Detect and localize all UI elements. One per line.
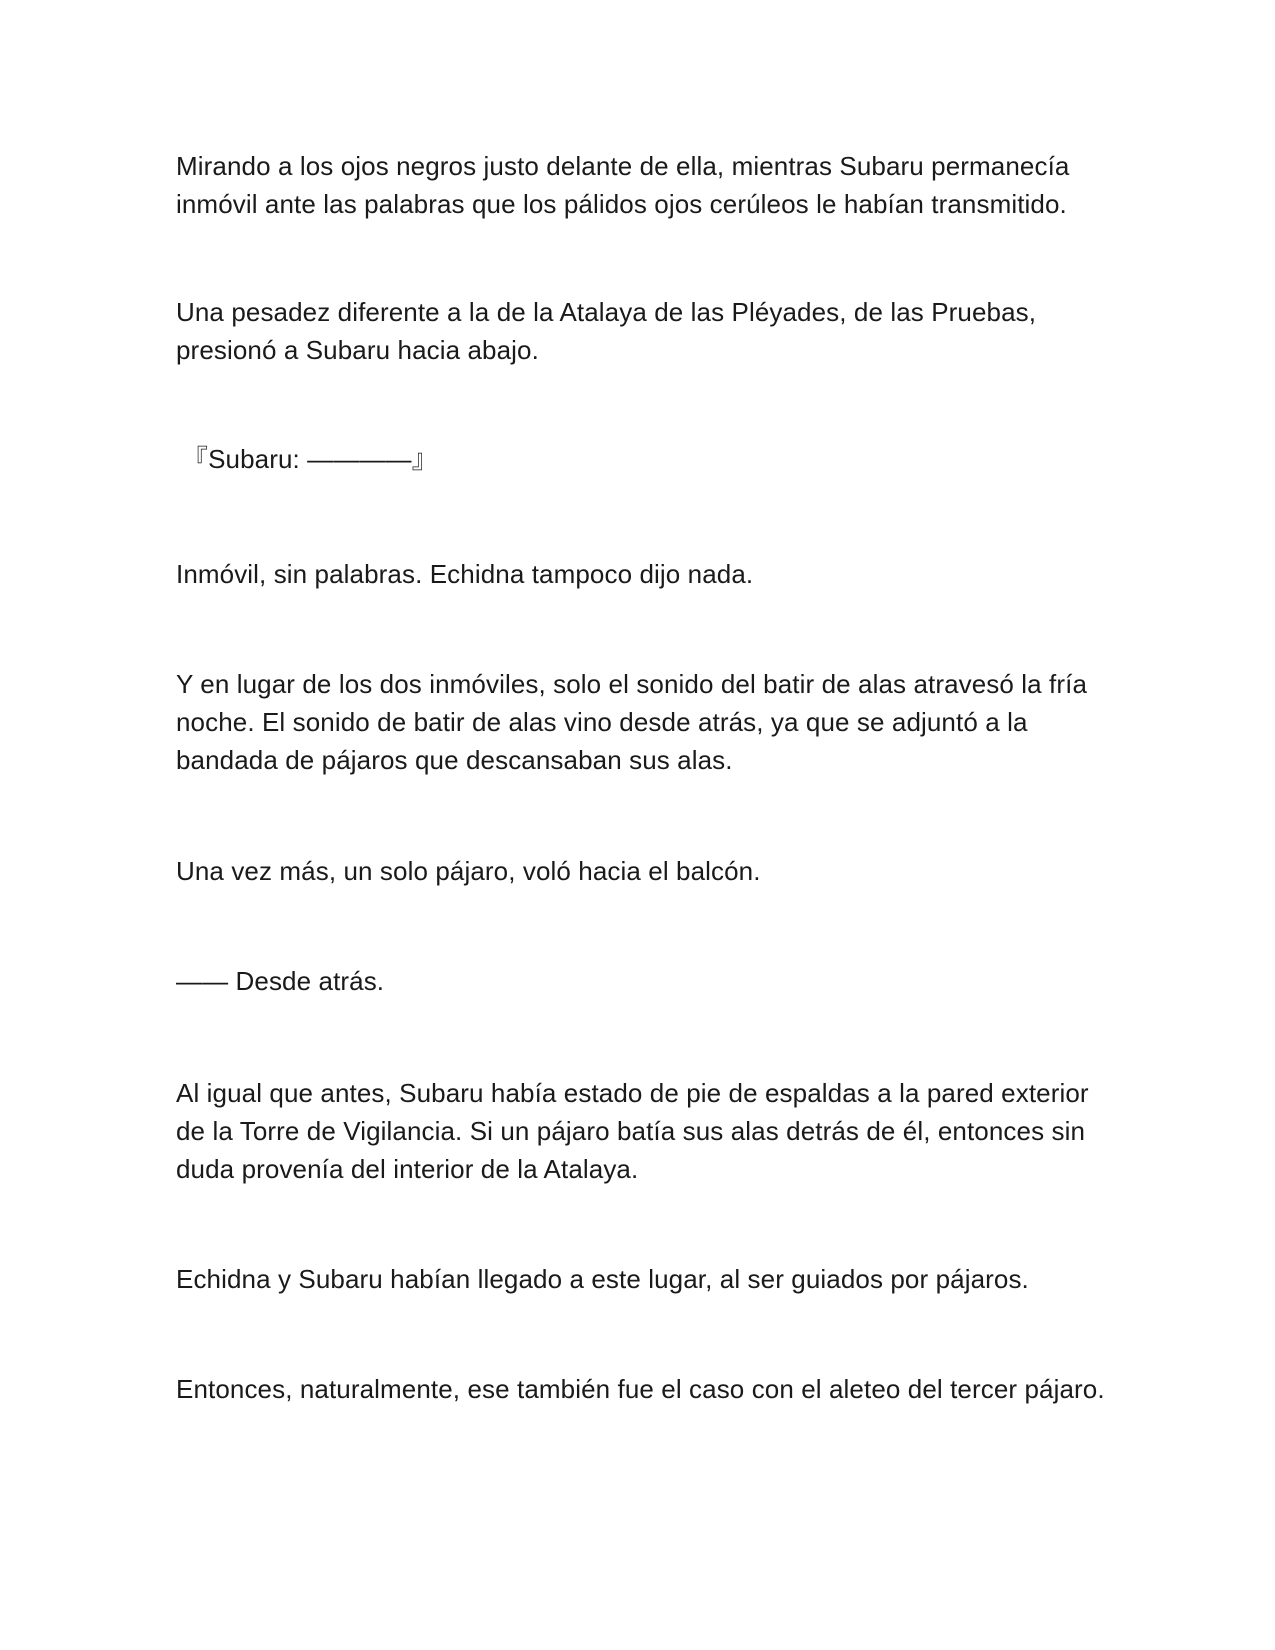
paragraph-4: Inmóvil, sin palabras. Echidna tampoco dijo nada.	[176, 559, 754, 589]
paragraph-7: —— Desde atrás.	[176, 966, 385, 996]
paragraph-9: Echidna y Subaru habían llegado a este lugar, al ser guiados por pájaros.	[176, 1264, 1029, 1294]
paragraph-2: Una pesadez diferente a la de la Atalaya de las Pléyades, de las Pruebas, presionó a Subaru hacia abajo.	[176, 297, 1037, 365]
paragraph-8: Al igual que antes, Subaru había estado de pie de espaldas a la pared exterior de la Torre de Vigilancia. Si un pájaro batía sus alas detrás de él, entonces sin duda provenía del interior de la Atalaya.	[176, 1078, 1089, 1184]
paragraph-5: Y en lugar de los dos inmóviles, solo el sonido del batir de alas atravesó la fría noche. El sonido de batir de alas vino desde atrás, ya que se adjuntó a la bandada de pájaros que descansaban sus alas.	[176, 669, 1088, 775]
paragraph-1: Mirando a los ojos negros justo delante de ella, mientras Subaru permanecía inmóvil ante las palabras que los pálidos ojos cerúleos le habían transmitido.	[176, 151, 1070, 219]
paragraph-6: Una vez más, un solo pájaro, voló hacia el balcón.	[176, 856, 761, 886]
paragraph-10: Entonces, naturalmente, ese también fue el caso con el aleteo del tercer pájaro.	[176, 1374, 1105, 1404]
dialogue-line: 『Subaru: ————』	[182, 444, 438, 474]
